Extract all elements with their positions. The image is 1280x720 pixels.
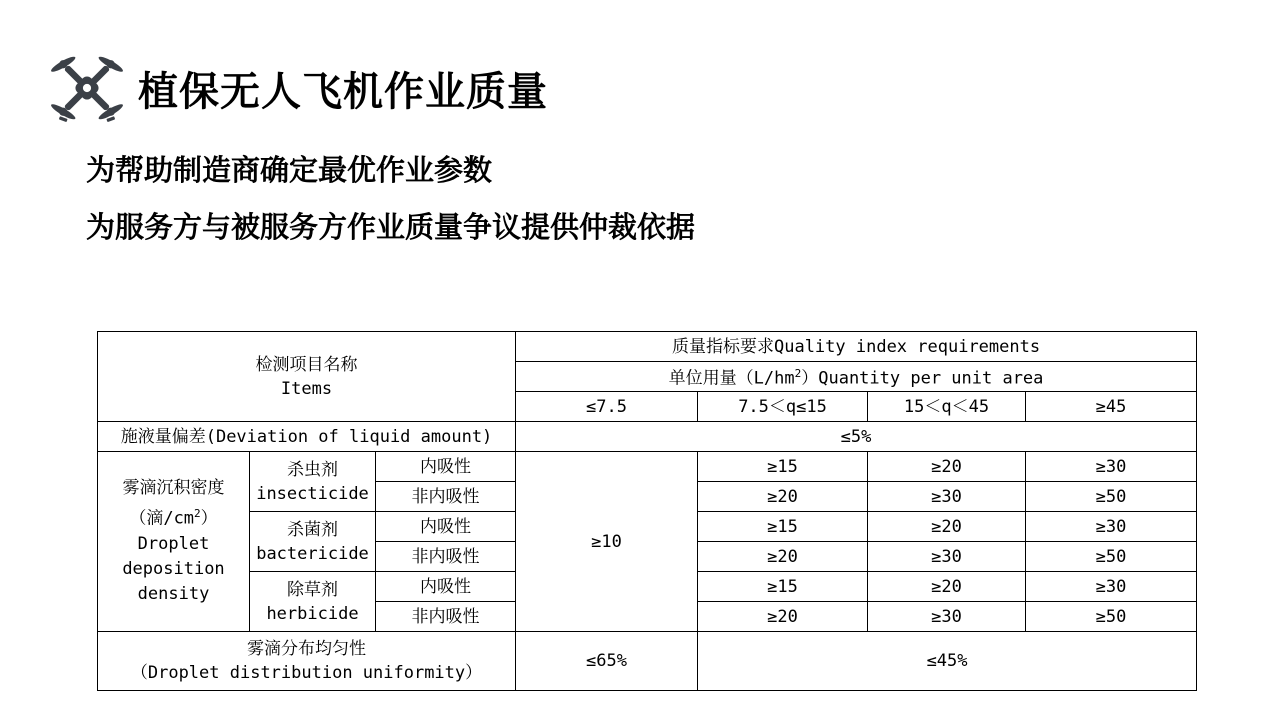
group-cell-insecticide xyxy=(250,452,376,512)
value-cell: ≥50 xyxy=(1026,542,1197,572)
group-en: herbicide xyxy=(266,603,359,624)
uniformity-label xyxy=(98,632,516,691)
uniformity-high: ≤45% xyxy=(698,632,1197,691)
group-cn: 杀虫剂 xyxy=(287,459,338,480)
value-cell: ≥50 xyxy=(1026,602,1197,632)
subtitle-2: 为服务方与被服务方作业质量争议提供仲裁依据 xyxy=(86,210,696,244)
value-cell: ≥30 xyxy=(868,602,1026,632)
type-cell: 内吸性 xyxy=(376,452,516,482)
value-cell: ≥15 xyxy=(698,572,868,602)
density-en-3: density xyxy=(137,583,210,604)
drone-icon xyxy=(46,47,128,129)
type-cell: 内吸性 xyxy=(376,512,516,542)
group-cn: 除草剂 xyxy=(287,579,338,600)
value-cell: ≥30 xyxy=(868,482,1026,512)
value-cell: ≥20 xyxy=(868,572,1026,602)
deviation-row xyxy=(98,422,1197,452)
uniformity-low: ≤65% xyxy=(516,632,698,691)
unit-header-prefix: 单位用量（L/hm xyxy=(668,368,795,389)
uniformity-row xyxy=(98,632,1197,691)
range-cell: ≤7.5 xyxy=(516,392,698,422)
page-title: 植保无人飞机作业质量 xyxy=(138,68,548,115)
uniformity-en: （Droplet distribution uniformity） xyxy=(130,663,483,683)
items-header-cell xyxy=(98,332,516,422)
title-row xyxy=(46,48,548,128)
header-row-1 xyxy=(98,332,1197,362)
range-cell: ≥45 xyxy=(1026,392,1197,422)
range-cell: 7.5＜q≤15 xyxy=(698,392,868,422)
deviation-value: ≤5% xyxy=(516,422,1197,452)
value-cell: ≥30 xyxy=(868,542,1026,572)
density-en-2: deposition xyxy=(122,558,225,579)
density-cn: 雾滴沉积密度 xyxy=(122,478,225,499)
value-cell: ≥50 xyxy=(1026,482,1197,512)
type-cell: 非内吸性 xyxy=(376,482,516,512)
type-cell: 非内吸性 xyxy=(376,542,516,572)
deviation-label: 施液量偏差(Deviation of liquid amount) xyxy=(98,422,516,452)
group-cell-herbicide xyxy=(250,572,376,632)
value-cell: ≥15 xyxy=(698,452,868,482)
quality-table xyxy=(97,331,1197,691)
value-cell: ≥20 xyxy=(698,602,868,632)
density-unit-prefix: （滴/cm xyxy=(129,508,195,529)
type-cell: 非内吸性 xyxy=(376,602,516,632)
density-low-value: ≥10 xyxy=(516,452,698,632)
range-cell: 15＜q＜45 xyxy=(868,392,1026,422)
density-label-cell xyxy=(98,452,250,632)
items-header-cn: 检测项目名称 xyxy=(255,354,358,375)
value-cell: ≥20 xyxy=(868,452,1026,482)
group-cn: 杀菌剂 xyxy=(287,519,338,540)
group-en: insecticide xyxy=(256,483,369,504)
value-cell: ≥20 xyxy=(868,512,1026,542)
density-unit xyxy=(98,501,249,532)
density-en-1: Droplet xyxy=(137,533,210,554)
table-row xyxy=(98,452,1197,482)
density-unit-sup: 2 xyxy=(194,507,201,521)
value-cell: ≥20 xyxy=(698,542,868,572)
quality-header: 质量指标要求Quality index requirements xyxy=(516,332,1197,362)
unit-header xyxy=(516,362,1197,392)
unit-header-sup: 2 xyxy=(794,367,802,381)
value-cell: ≥30 xyxy=(1026,572,1197,602)
group-en: bactericide xyxy=(256,543,369,564)
density-unit-suffix: ） xyxy=(200,508,218,529)
value-cell: ≥15 xyxy=(698,512,868,542)
subtitle-1: 为帮助制造商确定最优作业参数 xyxy=(86,153,493,187)
uniformity-cn: 雾滴分布均匀性 xyxy=(247,639,366,659)
value-cell: ≥30 xyxy=(1026,452,1197,482)
type-cell: 内吸性 xyxy=(376,572,516,602)
value-cell: ≥30 xyxy=(1026,512,1197,542)
group-cell-bactericide xyxy=(250,512,376,572)
unit-header-suffix: ）Quantity per unit area xyxy=(801,368,1044,389)
value-cell: ≥20 xyxy=(698,482,868,512)
items-header-en: Items xyxy=(280,378,333,399)
